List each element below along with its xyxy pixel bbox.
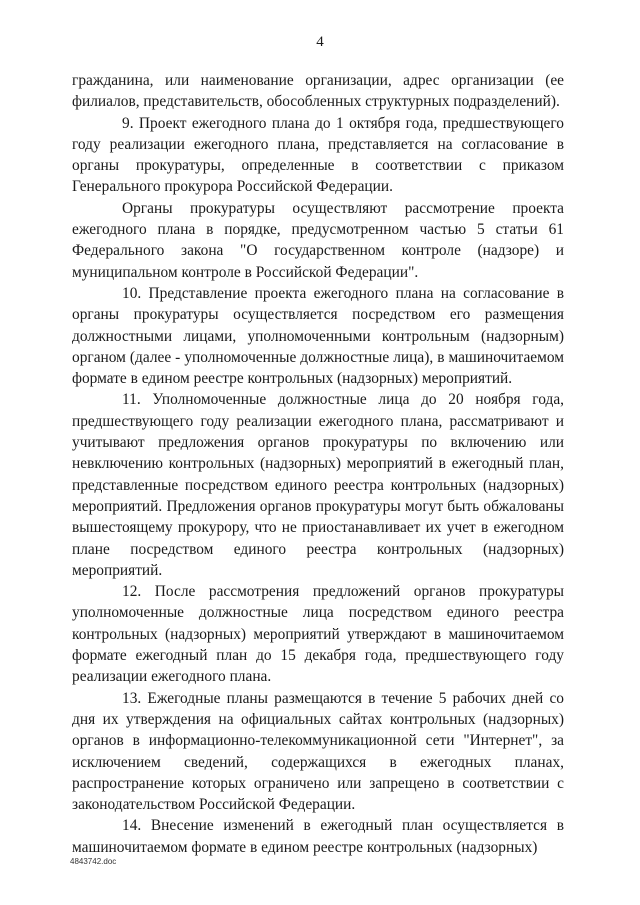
paragraph-item-9: 9. Проект ежегодного плана до 1 октября года, предшествующего году реализации ежегодного плана, представляется на согласование в органы прокуратуры, определенные в соответствии с приказом Генерального прокурора Российской Федерации. xyxy=(72,114,564,196)
paragraph-item-10: 10. Представление проекта ежегодного плана на согласование в органы прокуратуры осуществляется посредством его размещения должностными лицами, уполномоченными контрольным (надзорным) органом (далее - уполномоченные должностные лица), в машиночитаемом формате в едином реестре контрольных (надзорных) мероприятий. xyxy=(72,284,564,388)
paragraph-continuation: гражданина, или наименование организации, адрес организации (ее филиалов, представительств, обособленных структурных подразделений). xyxy=(72,72,564,111)
document-file-code: 4843742.doc xyxy=(70,857,117,866)
page-number: 4 xyxy=(316,34,324,50)
paragraph-item-12: 12. После рассмотрения предложений органов прокуратуры уполномоченные должностные лица посредством единого реестра контрольных (надзорных) мероприятий утверждают в машиночитаемом формате ежегодный план до 15 декабря года, предшествующего году реализации ежегодного плана. xyxy=(72,583,564,686)
paragraph-item-14: 14. Внесение изменений в ежегодный план осуществляется в машиночитаемом формате в едином реестре контрольных (надзорных) xyxy=(72,817,564,856)
document-body xyxy=(72,70,564,858)
paragraph-prosecutor-review: Органы прокуратуры осуществляют рассмотрение проекта ежегодного плана в порядке, предусмотренном частью 5 статьи 61 Федерального закона "О государственном контроле (надзоре) и муниципальном контроле в Российской Федерации". xyxy=(72,199,564,281)
paragraph-item-13: 13. Ежегодные планы размещаются в течение 5 рабочих дней со дня их утверждения на официальных сайтах контрольных (надзорных) органов в информационно-телекоммуникационной сети "Интернет", за исключением сведений, содержащихся в ежегодных планах, распространение которых ограничено или запрещено в соответствии с законодательством Российской Федерации. xyxy=(72,689,564,814)
paragraph-item-11: 11. Уполномоченные должностные лица до 20 ноября года, предшествующего году реализации ежегодного плана, рассматривают и учитывают предложения органов прокуратуры по включению или невключению контрольных (надзорных) мероприятий в ежегодный план, представленные посредством единого реестра контрольных (надзорных) мероприятий. Предложения органов прокуратуры могут быть обжалованы вышестоящему прокурору, что не приостанавливает их учет в ежегодном плане посредством единого реестра контрольных (надзорных) мероприятий. xyxy=(72,391,564,579)
